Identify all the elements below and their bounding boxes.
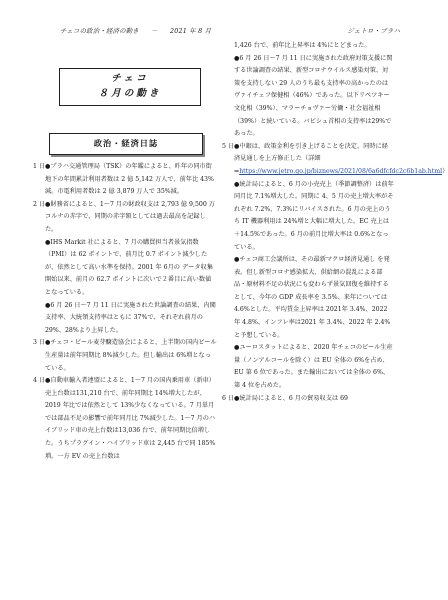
diary-entry xyxy=(222,179,394,393)
diary-entry xyxy=(222,40,394,141)
issue-title-month: ８月の動き xyxy=(98,88,162,99)
entry-paragraph xyxy=(234,393,394,406)
header-org: ジェトロ・プラハ xyxy=(347,27,400,35)
entry-text: ●6 月 26 日〜7 月 11 日に実施された政府対策支援に関する世論調査の結果、新型コロナウイルス感染対策、対策を支持しない 29 人のうち最も支持率の高かったのはヴァイチェフ保健相（46%）であった。以下リペツキー文化相（39%）、マラーチョヴァー労働・社会福祉相（39%）と続いている。バビシュ首相の支持率は29%であった。 xyxy=(234,54,393,138)
entry-text: 1,426 台で、前年比上昇率は 4%にとどまった。 xyxy=(234,42,371,49)
entry-date: 2 日 xyxy=(33,200,46,208)
entry-paragraph xyxy=(45,161,217,199)
entry-paragraph xyxy=(45,337,217,375)
entry-text: ●ユーロスタットによると、2020 年チェコのビール生産量（ノンアルコールを除く）は EU 全体の 6%を占め、EU 第 6 位であった。また輸出においては全体の 6%、第 4 位を占めた。 xyxy=(234,344,393,390)
entry-paragraph xyxy=(45,375,217,463)
left-column xyxy=(33,40,217,463)
entry-text: ●中銀は、政策金利を引き上げることを決定。同時に経済見通しを上方修正した（詳細⇒ xyxy=(234,142,388,175)
entry-paragraph xyxy=(45,237,217,300)
entry-text: ●チェコ・ビール麦芽醸造協会によると、上半期の国内ビール生産量は前年同期比 8%減少した。但し輸出は 6%増となっている。 xyxy=(45,339,217,372)
entry-paragraph xyxy=(234,53,394,141)
article-link[interactable]: https://www.jetro.go.jp/biznews/2021/08/6a6dfcfdc2c6b1ab.html xyxy=(239,167,443,175)
entry-paragraph xyxy=(234,179,394,255)
entry-paragraph xyxy=(234,40,394,53)
page-header xyxy=(60,26,400,38)
header-date: 2021 年 8 月 xyxy=(169,27,212,35)
link-close-paren: ） xyxy=(442,167,448,175)
entry-date: 6 日 xyxy=(222,394,235,402)
diary-entry xyxy=(33,161,217,199)
right-column xyxy=(222,40,448,405)
section-title: 政治・経済日誌 xyxy=(49,133,203,155)
issue-title-country: チェコ xyxy=(111,73,149,84)
header-title: チェコの政治・経済の動き xyxy=(60,27,139,35)
entry-date: 3 日 xyxy=(33,339,46,347)
left-entries xyxy=(33,161,217,463)
issue-title-box xyxy=(59,68,201,106)
entry-text: ●統計局によると、6 月の小売売上（季節調整済）は前年同月比 7.1%増大した。同期に 4、5 月の売上増大率がそれぞれ 7.2%、7.3%にリバイスされた。6 月の売上のうち IT 機器利用は 24%増と大幅に増大した。EC 売上は＋14.5%であった。6 月の前月比増大率は 0.6%となっている。 xyxy=(234,180,394,251)
entry-text: ●IHS Markit 社によると、7 月の購買担当者景気指数（PMI）は 62 ポイントで、前月比 0.7 ポイント減少したが、依然として高い水準を保持。2001 年 6月の データ収集開始以来、前月の 62.7 ポイントに次いで２番目に高い数値となっている。 xyxy=(45,238,213,296)
diary-entry xyxy=(33,337,217,375)
diary-entry xyxy=(33,375,217,463)
entry-text: ●6 月 26 日〜7 月 11 日に実施された世論調査の結果、内閣支持率、大統領支持率はともに 37%で、それぞれ前月の 29%、28%より上昇した。 xyxy=(45,301,216,334)
entry-date: 5 日 xyxy=(222,142,235,150)
entry-paragraph xyxy=(45,199,217,237)
diary-entry xyxy=(222,393,394,406)
entry-paragraph xyxy=(234,254,394,342)
header-dash: － xyxy=(151,27,158,35)
entry-text: ●自動車輸入者連盟によると、1〜7 月の国内乗用車（新車）売上台数は131,210 台で、前年同期比 14%増大したが、2019 年比では依然として 13%少なくなっている。7 月単月では部品不足の影響で前年同月比 7%減少した。1〜7 月のハイブリッド車の売上台数は13,036 台で、前年同期比倍増した。うちプラグイン・ハイブリッド車は 2,445 台で同 185%増。一方 EV の売上台数は xyxy=(45,377,216,460)
entry-paragraph xyxy=(234,141,448,179)
right-entries xyxy=(222,40,448,405)
entry-paragraph xyxy=(45,300,217,338)
entry-text: ●統計局によると、6 月の貿易収支は 69 xyxy=(234,394,348,402)
entry-text: ●財務省によると、1〜7 月の財政収支は 2,793 億 9,500 万コルナの赤字で、同期の赤字額としては過去最高を記録した。 xyxy=(45,200,215,233)
entry-date: 4 日 xyxy=(33,377,46,385)
diary-entry xyxy=(33,199,217,338)
entry-text: ●チェコ商工会議所は、その最新マクロ経済見通し を発表。但し新型コロナ感染拡大、供給網の混乱による部品・原材料不足の状況にも変わらず景気回復を維持するとして、今年の GDP 成長率を 3.5%、来年については4.6%とした。平均賃金上昇率は 2021年 3.4%、2022 年 4.8%、インフレ率は2021 年 3.4%、2022 年 2.4%と予想している。 xyxy=(234,256,391,339)
entry-paragraph xyxy=(234,342,394,392)
entry-date: 1 日 xyxy=(33,163,46,170)
diary-entry xyxy=(222,141,448,179)
entry-text: ●プラハ交通管理局（TSK）の年鑑によると、昨年の同市街地下の年間累計利用者数は 2 億 5,142 万人で、前年比 43%減。市電利用者数は 2 億 3,879 万人で 35%減。 xyxy=(45,163,214,196)
